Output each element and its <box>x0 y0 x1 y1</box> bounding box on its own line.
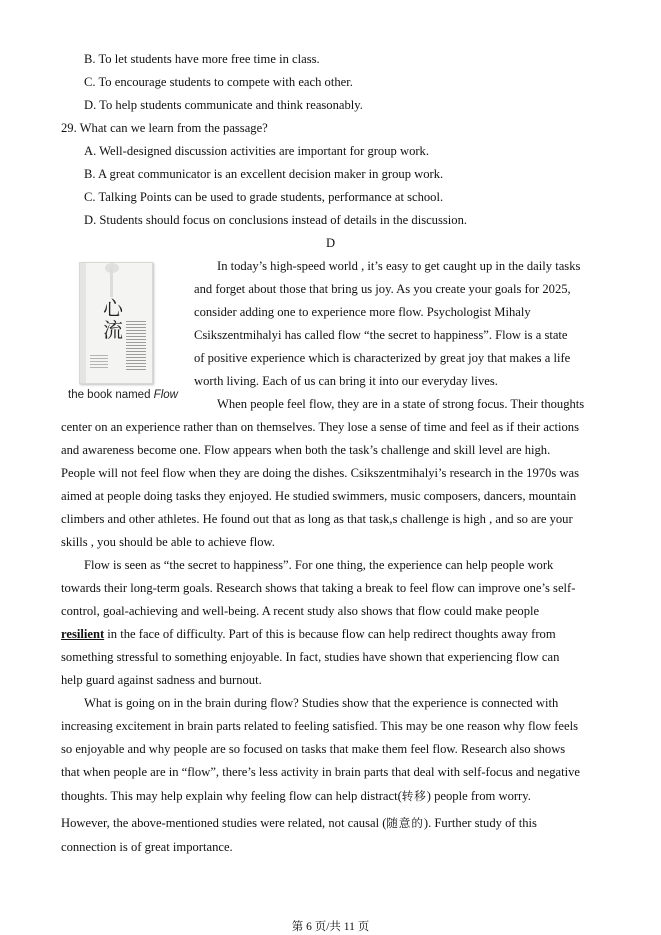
p2-line-2: center on an experience rather than on themselves. They lose a sense of time and feel as if their actions <box>61 420 580 434</box>
p2-line-6: climbers and other athletes. He found out that as long as that task,s challenge is high , and so are your <box>61 512 573 526</box>
p2-line-3: and awareness become one. Flow appears when both the task’s challenge and skill level are high. <box>61 443 551 457</box>
q29-option-d: D. Students should focus on conclusions instead of details in the discussion. <box>84 213 468 227</box>
word-resilient: resilient <box>61 627 105 641</box>
q28-option-d: D. To help students communicate and think reasonably. <box>84 98 363 112</box>
book-caption: the book named Flow <box>68 389 178 401</box>
p3-line-1: Flow is seen as “the secret to happiness”. For one thing, the experience can help people work <box>84 558 554 572</box>
p1-line-1: In today’s high-speed world , it’s easy to get caught up in the daily tasks <box>217 259 581 273</box>
book-cover-image <box>79 262 153 384</box>
p2-line-5: aimed at people doing tasks they enjoyed. He studied swimmers, music composers, dancers, mountain <box>61 489 577 503</box>
p3-line-4: resilient in the face of difficulty. Part of this is because flow can help redirect thoughts away from <box>61 627 556 641</box>
p3-line-6: help guard against sadness and burnout. <box>61 673 262 687</box>
p1-line-6: worth living. Each of us can bring it into our everyday lives. <box>194 374 498 388</box>
p1-line-5: of positive experience which is characterized by great joy that makes a life <box>194 351 571 365</box>
cover-text-block <box>126 321 146 371</box>
p2-line-1: When people feel flow, they are in a state of strong focus. Their thoughts <box>217 397 585 411</box>
q28-option-c: C. To encourage students to compete with each other. <box>84 75 353 89</box>
p3-line-3: control, goal-achieving and well-being. A recent study also shows that flow could make people <box>61 604 540 618</box>
p3-line-2: towards their long-term goals. Research shows that taking a break to feel flow can improve one’s self- <box>61 581 576 595</box>
gloss-distract: 转移 <box>401 789 427 803</box>
p2-line-4: People will not feel flow when they are doing the dishes. Csikszentmihalyi’s research in the 1970s was <box>61 466 579 480</box>
p2-line-7: skills , you should be able to achieve flow. <box>61 535 275 549</box>
p1-line-2: and forget about those that bring us joy. As you create your goals for 2025, <box>194 282 571 296</box>
p4-line-4: that when people are in “flow”, there’s less activity in brain parts that deal with self-focus and negative <box>61 765 580 779</box>
cover-text-block-small <box>90 355 108 369</box>
q29-stem: 29. What can we learn from the passage? <box>61 121 268 135</box>
p4-line-6: However, the above-mentioned studies were related, not causal (随意的). Further study of this <box>61 816 537 830</box>
section-label: D <box>325 236 336 250</box>
q29-option-a: A. Well-designed discussion activities are important for group work. <box>84 144 430 158</box>
p1-line-3: consider adding one to experience more flow. Psychologist Mihaly <box>194 305 531 319</box>
q29-option-b: B. A great communicator is an excellent decision maker in group work. <box>84 167 444 181</box>
p4-line-2: increasing excitement in brain parts related to feeling satisfied. This may be one reason why flow feels <box>61 719 578 733</box>
q29-option-c: C. Talking Points can be used to grade students, performance at school. <box>84 190 444 204</box>
p4-line-1: What is going on in the brain during flow? Studies show that the experience is connected with <box>84 696 559 710</box>
gloss-causal: 随意的 <box>386 816 424 830</box>
q28-option-b: B. To let students have more free time in class. <box>84 52 320 66</box>
book-caption-title: Flow <box>153 389 178 401</box>
book-spine <box>80 263 86 383</box>
p4-line-3: so enjoyable and why people are so focused on tasks that make them feel flow. Research also shows <box>61 742 566 756</box>
p1-line-4: Csikszentmihalyi has called flow “the secret to happiness”. Flow is a state <box>194 328 568 342</box>
p4-line-5: thoughts. This may help explain why feeling flow can help distract(转移) people from worry. <box>61 789 531 803</box>
page-footer: 第 6 页/共 11 页 <box>291 921 370 933</box>
p3-line-5: something stressful to something enjoyable. In fact, studies have shown that experiencing flow can <box>61 650 560 664</box>
book-cover-title: 心流 <box>103 296 123 342</box>
p4-line-7: connection is of great importance. <box>61 840 233 854</box>
drip-illustration <box>110 267 113 297</box>
